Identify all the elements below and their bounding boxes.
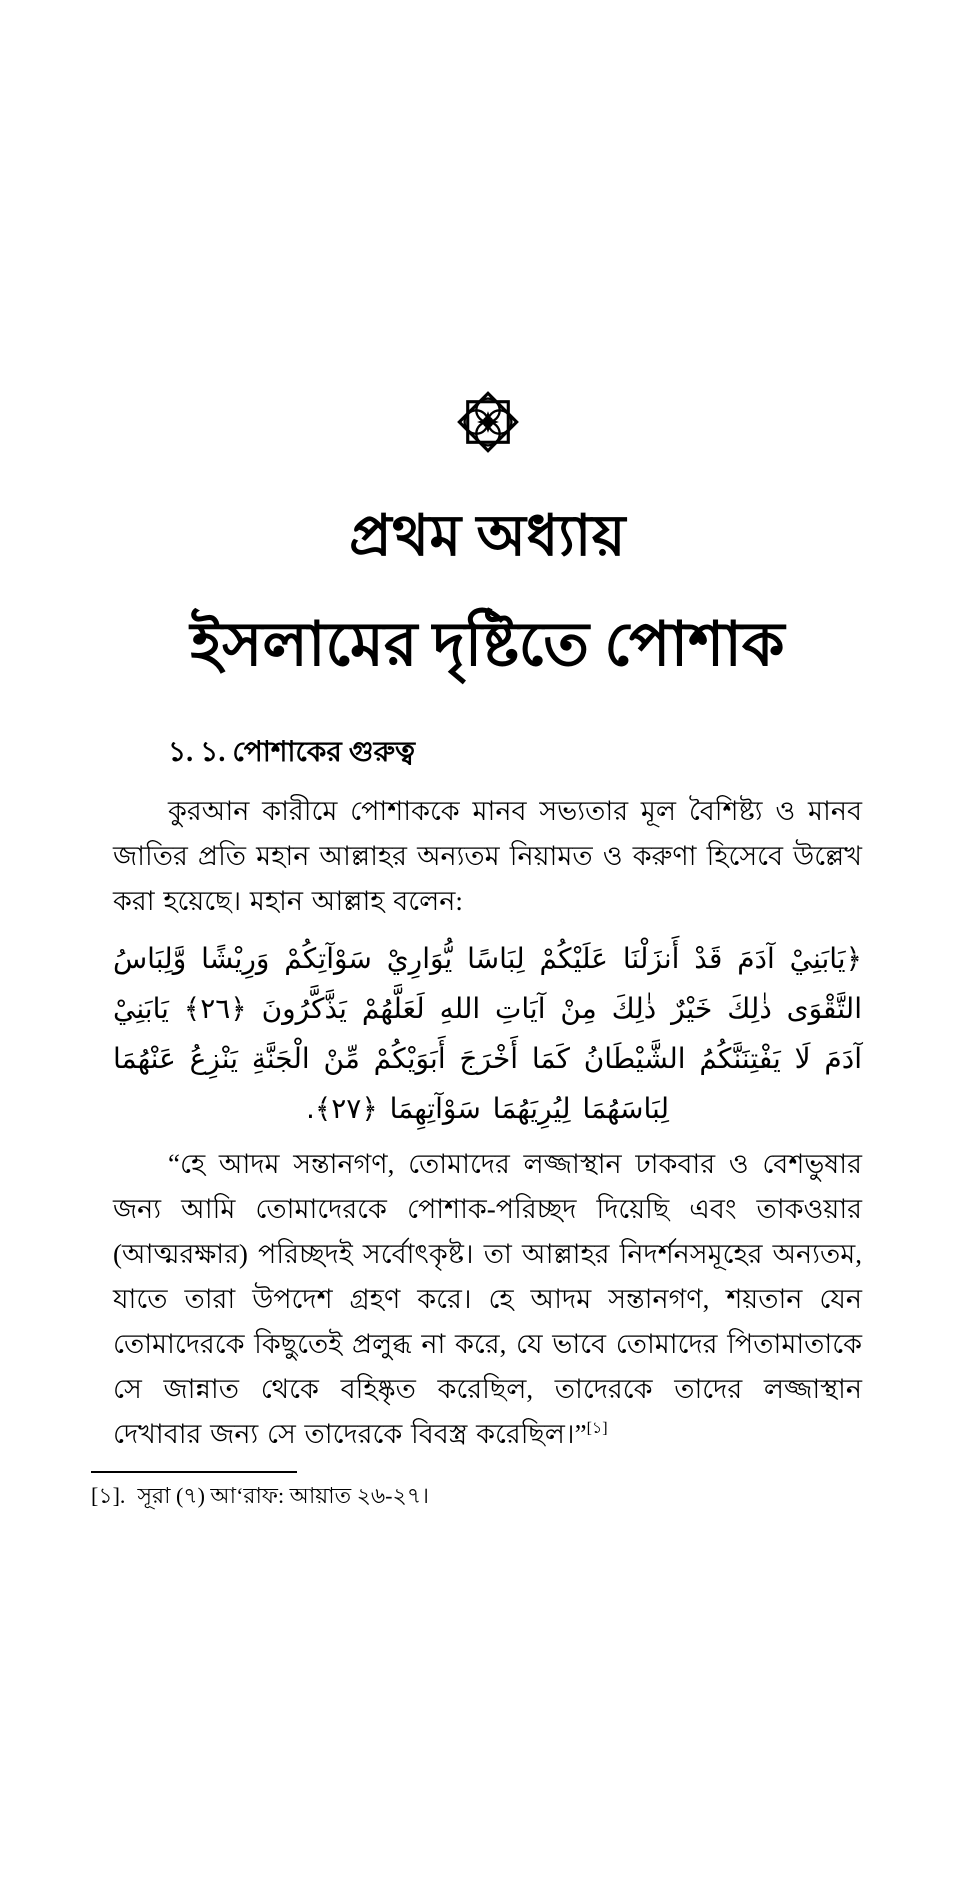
footnote-marker: [১]. bbox=[91, 1483, 126, 1508]
verse-translation-paragraph bbox=[113, 1142, 862, 1457]
quran-verse-arabic: ﴿يَابَنِيْ آدَمَ قَدْ أَنزَلْنَا عَلَيْكُمْ لِبَاسًا يُّوَارِيْ سَوْآتِكُمْ وَرِيْشًا وَّلِبَاسُ التَّقْوَى ذٰلِكَ خَيْرٌ ذٰلِكَ مِنْ آيَاتِ اللهِ لَعَلَّهُمْ يَذَّكَّرُونَ ﴿٢٦﴾ يَابَنِيْ آدَمَ لَا يَفْتِنَنَّكُمُ الشَّيْطَانُ كَمَا أَخْرَجَ أَبَوَيْكُمْ مِّنْ الْجَنَّةِ يَنْزِعُ عَنْهُمَا لِبَاسَهُمَا لِيُرِيَهُمَا سَوْآتِهِمَا ﴿٢٧﴾. bbox=[113, 942, 862, 1125]
chapter-ornament-icon bbox=[449, 383, 527, 461]
footnote bbox=[91, 1481, 862, 1511]
intro-paragraph: কুরআন কারীমে পোশাককে মানব সভ্যতার মূল বৈশিষ্ট্য ও মানব জাতির প্রতি মহান আল্লাহর অন্যতম নিয়ামত ও করুণা হিসেবে উল্লেখ করা হয়েছে। মহান আল্লাহ বলেন: bbox=[113, 796, 862, 916]
section-heading: ১. ১. পোশাকের গুরুত্ব bbox=[168, 737, 415, 768]
footnote-area bbox=[91, 1471, 862, 1511]
book-page bbox=[0, 383, 975, 1904]
verse-translation-text: “হে আদম সন্তানগণ, তোমাদের লজ্জাস্থান ঢাকবার ও বেশভুষার জন্য আমি তোমাদেরকে পোশাক-পরিচ্ছদ দিয়েছি এবং তাকওয়ার (আত্মরক্ষার) পরিচ্ছদই সর্বোৎকৃষ্ট। তা আল্লাহর নিদর্শনসমূহের অন্যতম, যাতে তারা উপদেশ গ্রহণ করে। হে আদম সন্তানগণ, শয়তান যেন তোমাদেরকে কিছুতেই প্রলুব্ধ না করে, যে ভাবে তোমাদের পিতামাতাকে সে জান্নাত থেকে বহিষ্কৃত করেছিল, তাদেরকে তাদের লজ্জাস্থান দেখাবার জন্য সে তাদেরকে বিবস্ত্র করেছিল।” bbox=[113, 1149, 862, 1449]
footnote-reference-marker: [১] bbox=[586, 1420, 608, 1437]
footnote-separator-rule bbox=[91, 1471, 297, 1473]
chapter-subtitle: ইসলামের দৃষ্টিতে পোশাক bbox=[190, 612, 785, 679]
footnote-text: সূরা (৭) আ‘রাফ: আয়াত ২৬-২৭। bbox=[137, 1483, 429, 1508]
chapter-title: প্রথম অধ্যায় bbox=[349, 505, 626, 568]
